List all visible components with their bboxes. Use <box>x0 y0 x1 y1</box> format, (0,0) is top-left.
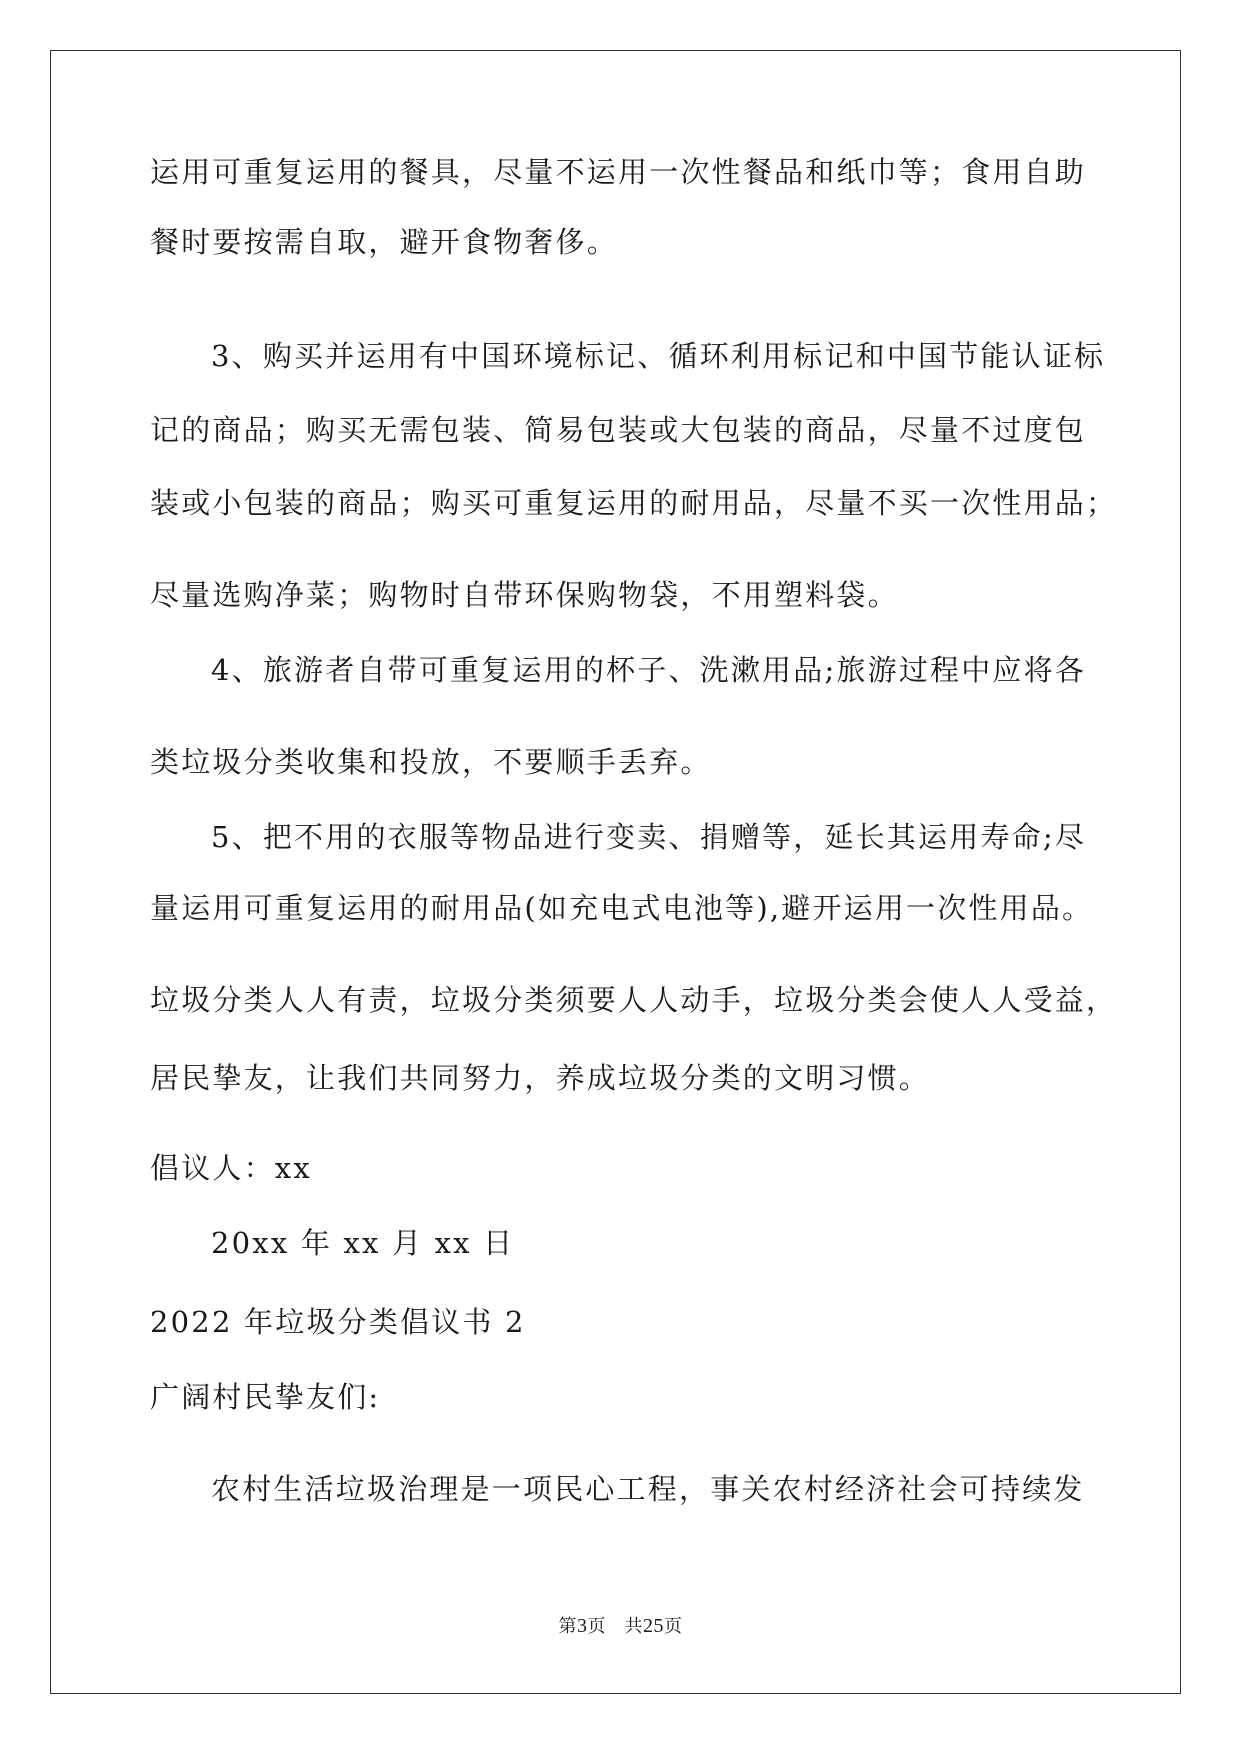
text-line: 垃圾分类人人有责，垃圾分类须要人人动手，垃圾分类会使人人受益， <box>150 983 1118 1017</box>
text-line: 量运用可重复运用的耐用品(如充电式电池等),避开运用一次性用品。 <box>150 891 1094 925</box>
text-line: 尽量选购净菜；购物时自带环保购物袋，不用塑料袋。 <box>150 578 899 612</box>
section-title: 2022 年垃圾分类倡议书 2 <box>150 1305 526 1339</box>
page-footer <box>0 1614 1241 1639</box>
footer-page-current: 3 <box>577 1615 588 1637</box>
footer-page-mid: 页 共 <box>587 1616 643 1637</box>
text-line: 农村生活垃圾治理是一项民心工程，事关农村经济社会可持续发 <box>211 1472 1085 1506</box>
salutation-line: 广阔村民挚友们: <box>150 1380 381 1414</box>
signatory-line: 倡议人：xx <box>150 1151 312 1185</box>
footer-page-total: 25 <box>643 1615 664 1637</box>
date-line: 20xx 年 xx 月 xx 日 <box>211 1226 515 1260</box>
text-line: 餐时要按需自取，避开食物奢侈。 <box>150 225 619 259</box>
text-line: 5、把不用的衣服等物品进行变卖、捐赠等，延长其运用寿命;尽 <box>211 820 1087 854</box>
text-line: 运用可重复运用的餐具，尽量不运用一次性餐品和纸巾等；食用自助 <box>150 155 1087 189</box>
footer-page-suffix: 页 <box>664 1616 683 1637</box>
footer-page-prefix: 第 <box>558 1616 577 1637</box>
text-line: 类垃圾分类收集和投放，不要顺手丢弃。 <box>150 745 712 779</box>
text-line: 居民挚友，让我们共同努力，养成垃圾分类的文明习惯。 <box>150 1061 931 1095</box>
text-line: 记的商品；购买无需包装、简易包装或大包装的商品，尽量不过度包 <box>150 413 1087 447</box>
text-line: 4、旅游者自带可重复运用的杯子、洗漱用品;旅游过程中应将各 <box>211 653 1087 687</box>
text-line: 3、购买并运用有中国环境标记、循环利用标记和中国节能认证标 <box>211 339 1106 373</box>
page-border <box>50 50 1181 1694</box>
text-line: 装或小包装的商品；购买可重复运用的耐用品，尽量不买一次性用品； <box>150 486 1118 520</box>
